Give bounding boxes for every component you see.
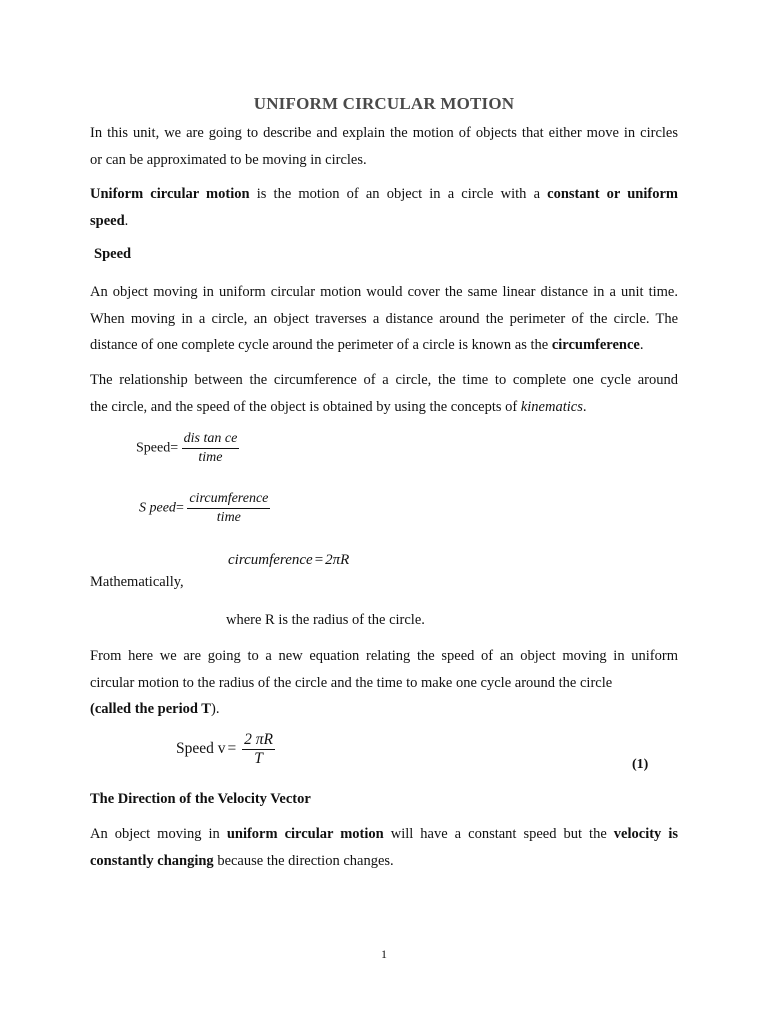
eq3-rhs: 2πR [325, 552, 350, 568]
new-equation-paragraph [90, 643, 678, 723]
intro-paragraph [90, 120, 678, 173]
eq1-numerator: dis tan ce [182, 430, 240, 449]
speed-heading: Speed [94, 246, 132, 262]
equation-speed-period [176, 731, 275, 768]
direction-heading: The Direction of the Velocity Vector [90, 791, 311, 807]
page-title: UNIFORM CIRCULAR MOTION [253, 94, 515, 113]
direction-text-end: because the direction changes. [213, 852, 394, 869]
definition-text: is the motion of an object in a circle with a [249, 186, 548, 202]
equation-speed-distance [136, 430, 239, 467]
equation-circumference [228, 552, 349, 569]
direction-bold-ucm: uniform circular motion [226, 826, 384, 842]
direction-text-c: will have a constant speed but the [383, 826, 614, 842]
speed-paragraph [90, 279, 678, 359]
relation-paragraph [90, 367, 678, 420]
radius-note: where R is the radius of the circle. [226, 612, 425, 628]
direction-text-a: An object moving in [90, 826, 227, 842]
direction-line-1 [90, 821, 678, 848]
eq2-lhs: S peed [139, 500, 176, 516]
eq2-numerator: circumference [187, 490, 270, 509]
eq4-fraction [242, 731, 275, 768]
speed-line-3-text: distance of one complete cycle around the perimeter of a circle is known as the [90, 337, 552, 353]
eq2-fraction [187, 490, 270, 527]
mathematically-label: Mathematically, [90, 574, 184, 590]
relation-line-2 [90, 394, 678, 421]
definition-term: Uniform circular motion [90, 186, 250, 202]
definition-period: . [124, 212, 129, 229]
direction-bold-velocity: velocity is [613, 826, 678, 842]
direction-paragraph [90, 821, 678, 874]
definition-speed-word: speed [90, 212, 125, 229]
period-term: called the period T [94, 701, 211, 717]
new-eq-open-paren: ( [90, 701, 95, 717]
eq1-fraction [182, 430, 240, 467]
equation-number: (1) [632, 757, 649, 772]
eq2-equals: = [175, 500, 184, 516]
direction-bold-changing: constantly changing [90, 852, 214, 869]
intro-line-1: In this unit, we are going to describe and explain the motion of objects that either move in circles [90, 125, 678, 141]
speed-line-3-period: . [639, 337, 644, 353]
speed-line-2: When moving in a circle, an object traverses a distance around the perimeter of the circle. The [90, 310, 678, 327]
definition-line-1 [90, 181, 678, 208]
definition-line-2 [90, 208, 678, 235]
eq4-numerator: 2 πR [244, 731, 273, 748]
equation-speed-circumference [139, 490, 270, 527]
speed-line-1: An object moving in uniform circular motion would cover the same linear distance in a unit time. [90, 284, 678, 300]
eq1-denominator: time [198, 450, 223, 465]
eq1-lhs: Speed [136, 440, 171, 456]
eq4-equals: = [227, 740, 237, 758]
definition-bold-end: constant or uniform [547, 186, 678, 202]
eq3-lhs: circumference [228, 552, 313, 568]
new-eq-close-paren: ). [210, 701, 220, 717]
relation-line-1: The relationship between the circumference of a circle, the time to complete one cycle around [90, 372, 678, 388]
eq3-equals: = [314, 552, 324, 568]
intro-line-2: or can be approximated to be moving in circles. [90, 151, 367, 168]
definition-paragraph [90, 181, 678, 234]
new-eq-line-1: From here we are going to a new equation relating the speed of an object moving in uniform [90, 648, 678, 664]
eq4-denominator: T [254, 750, 263, 767]
eq1-equals: = [170, 440, 179, 456]
direction-line-2 [90, 848, 678, 875]
relation-line-2-period: . [582, 398, 587, 415]
new-eq-line-2: circular motion to the radius of the circle and the time to make one cycle around the circle [90, 674, 613, 691]
relation-line-2-text: the circle, and the speed of the object is obtained by using the concepts of [90, 398, 521, 415]
eq2-denominator: time [216, 510, 241, 525]
page-number: 1 [381, 947, 387, 961]
speed-line-3 [90, 332, 678, 359]
new-eq-line-3 [90, 696, 678, 723]
eq4-lhs: Speed v [176, 740, 226, 758]
kinematics-term: kinematics [520, 398, 583, 415]
circumference-term: circumference [551, 337, 640, 353]
